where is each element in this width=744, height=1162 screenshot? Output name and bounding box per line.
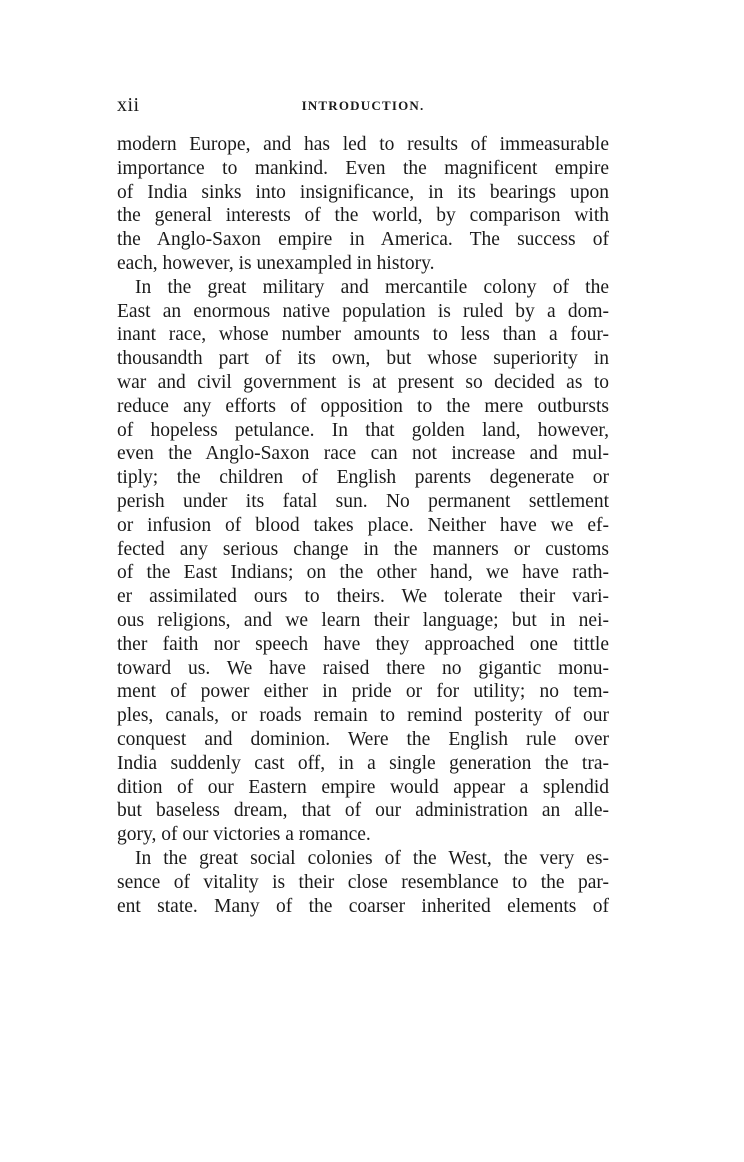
text-line: inant race, whose number amounts to less than a four- [117,324,609,346]
text-line: ous religions, and we learn their language; but in nei- [117,609,609,631]
text-line: of hopeless petulance. In that golden land, however, [117,419,609,441]
text-line: East an enormous native population is ruled by a dom- [117,300,609,322]
text-line: each, however, is unexampled in history. [117,252,435,274]
page-number: xii [117,94,140,116]
text-line: India suddenly cast off, in a single generation the tra- [117,752,609,774]
text-line: the Anglo-Saxon empire in America. The success of [117,229,609,251]
text-line: conquest and dominion. Were the English rule over [117,728,609,750]
text-line: ples, canals, or roads remain to remind posterity of our [117,705,609,727]
text-line: reduce any efforts of opposition to the mere outbursts [117,395,609,417]
text-line: In the great military and mercantile colony of the [135,276,609,298]
text-line: gory, of our victories a romance. [117,824,371,846]
text-line: dition of our Eastern empire would appear a splendid [117,776,609,798]
text-line: ent state. Many of the coarser inherited elements of [117,895,609,917]
running-head: INTRODUCTION. [301,98,425,113]
text-line: of India sinks into insignificance, in its bearings upon [117,181,609,203]
text-line: toward us. We have raised there no gigantic monu- [117,657,609,679]
text-line: In the great social colonies of the West, the very es- [135,847,609,869]
text-line: ther faith nor speech have they approached one tittle [117,633,609,655]
text-line: of the East Indians; on the other hand, we have rath- [117,562,609,584]
paragraph-1 [117,133,609,276]
text-line: thousandth part of its own, but whose superiority in [117,348,609,370]
text-line: ment of power either in pride or for utility; no tem- [117,681,609,703]
paragraph-2 [117,276,609,847]
text-line: or infusion of blood takes place. Neither have we ef- [117,514,609,536]
text-line: fected any serious change in the manners or customs [117,538,609,560]
text-line: the general interests of the world, by comparison with [117,205,609,227]
text-line: er assimilated ours to theirs. We tolerate their vari- [117,586,609,608]
text-line: war and civil government is at present so decided as to [117,371,609,393]
text-line: perish under its fatal sun. No permanent settlement [117,490,609,512]
text-line: tiply; the children of English parents degenerate or [117,467,609,489]
text-line: modern Europe, and has led to results of immeasurable [117,134,609,155]
text-line: importance to mankind. Even the magnificent empire [117,157,609,179]
page-header [117,94,609,124]
text-line: sence of vitality is their close resemblance to the par- [117,871,609,893]
text-line: but baseless dream, that of our administration an alle- [117,800,609,822]
body-text [117,133,609,918]
paragraph-3 [117,847,609,918]
text-line: even the Anglo-Saxon race can not increase and mul- [117,443,609,465]
